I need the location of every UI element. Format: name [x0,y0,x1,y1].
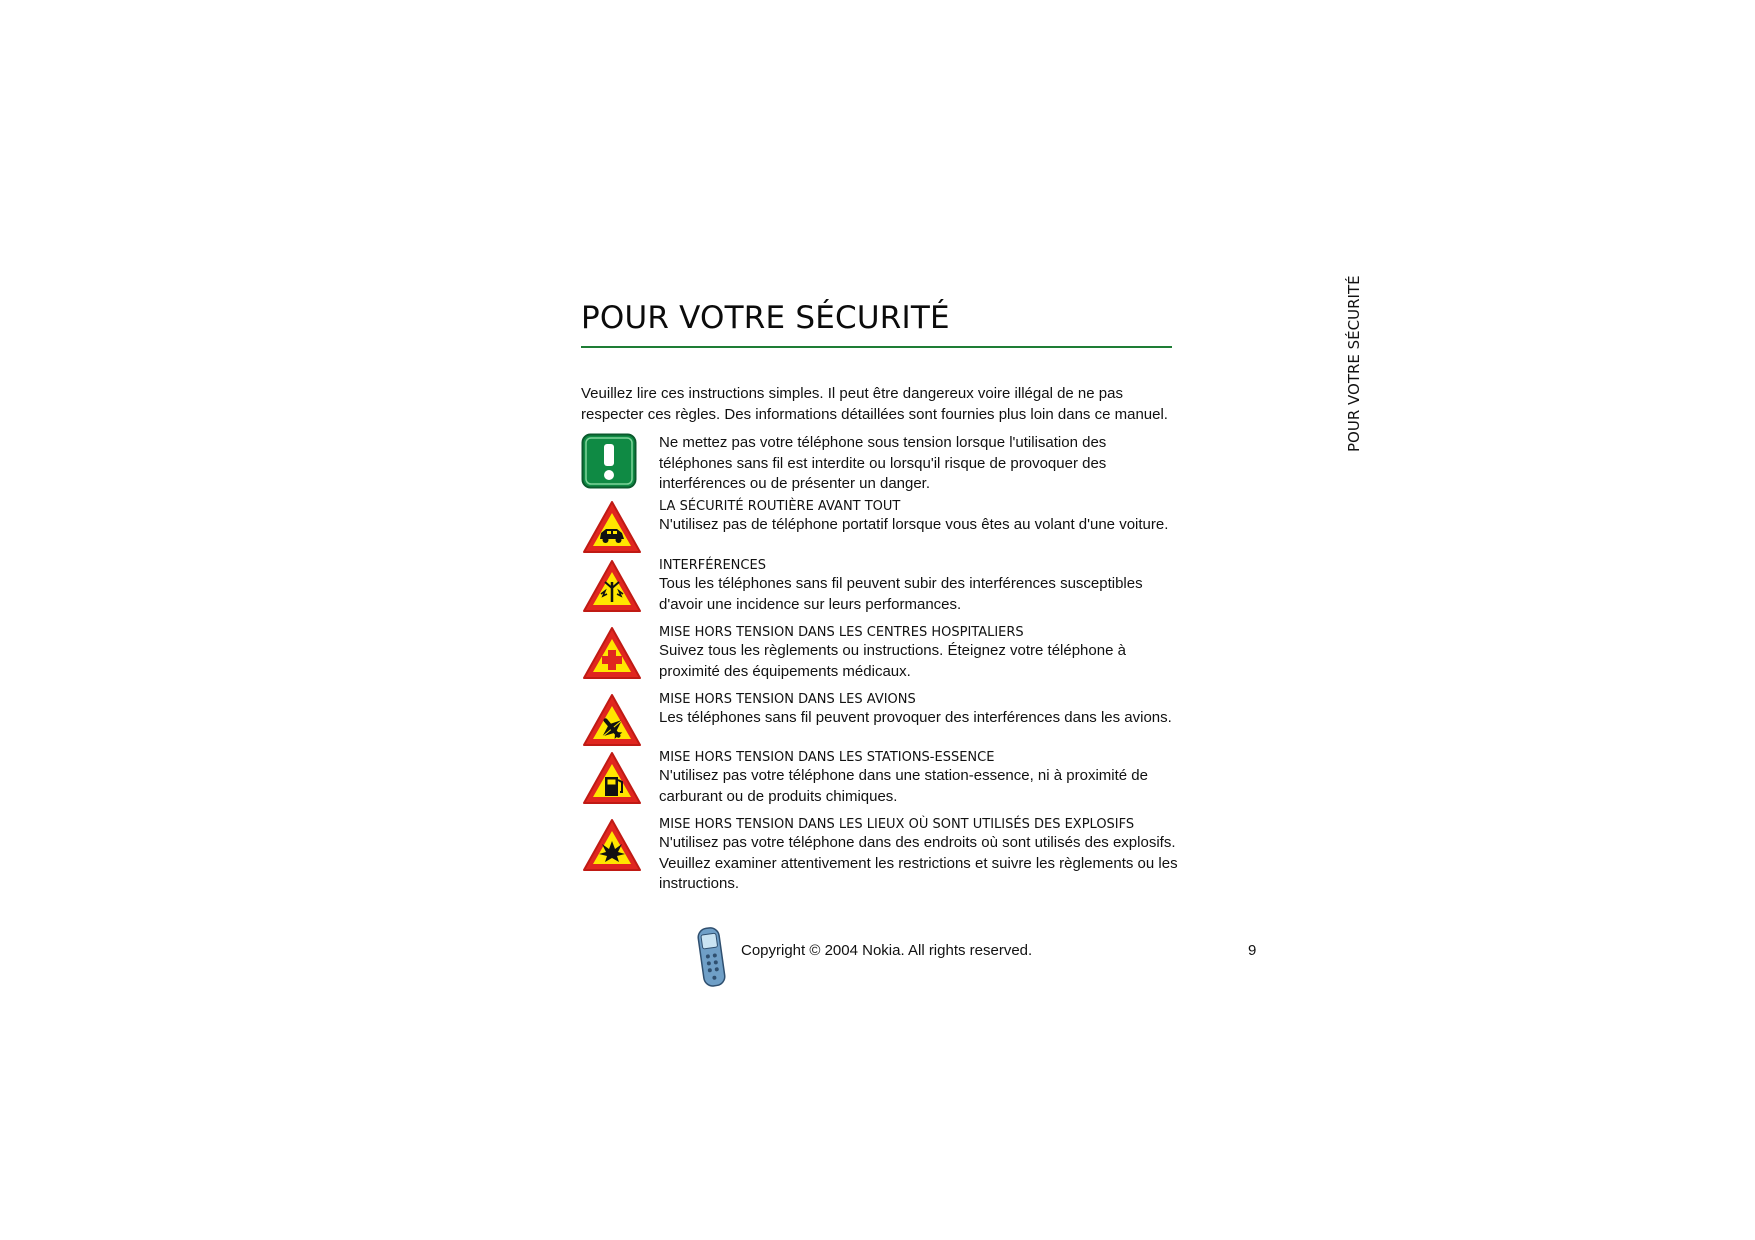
phone-icon [694,925,728,989]
safety-item-heading: MISE HORS TENSION DANS LES LIEUX OÙ SONT UTILISÉS DES EXPLOSIFS [659,817,1135,832]
safety-item-text [659,499,1181,536]
intro-paragraph: Veuillez lire ces instructions simples. Il peut être dangereux voire illégal de ne pas respecter ces règles. Des informations détaillées sont fournies plus loin dans ce manuel. [581,385,1168,423]
safety-item-body: N'utilisez pas votre téléphone dans des endroits où sont utilisés des explosifs. Veuillez examiner attentivement les restrictions et suivre les règlements ou les instructions. [659,834,1178,892]
safety-item-text [659,433,1181,495]
safety-item-text [659,558,1181,615]
safety-item-refuelling [581,750,1181,810]
safety-item-heading: MISE HORS TENSION DANS LES AVIONS [659,692,916,707]
safety-item-aircraft [581,692,1181,752]
title-divider [581,346,1172,348]
hospital-cross-warning-icon [581,625,643,681]
copyright-notice: Copyright © 2004 Nokia. All rights reserved. [741,942,1033,959]
page-title: POUR VOTRE SÉCURITÉ [581,300,950,336]
safety-item-text [659,750,1181,807]
safety-item-road-safety [581,499,1181,559]
exclamation-icon [581,433,643,489]
fuel-pump-warning-icon [581,750,643,806]
page-number: 9 [1248,942,1257,959]
safety-item-text [659,692,1181,729]
airplane-warning-icon [581,692,643,748]
safety-item-switch-on-safely [581,433,1181,493]
safety-item-body: Ne mettez pas votre téléphone sous tension lorsque l'utilisation des téléphones sans fil est interdite ou lorsqu'il risque de provoquer des interférences ou de présenter un danger. [659,434,1107,492]
safety-item-blasting [581,817,1181,892]
safety-item-text [659,625,1181,682]
interference-warning-icon [581,558,643,614]
safety-item-hospital [581,625,1181,685]
safety-item-body: Les téléphones sans fil peuvent provoquer des interférences dans les avions. [659,709,1172,726]
side-section-label: POUR VOTRE SÉCURITÉ [1345,275,1363,452]
safety-item-heading: MISE HORS TENSION DANS LES CENTRES HOSPITALIERS [659,625,1024,640]
safety-item-text [659,817,1181,895]
explosion-warning-icon [581,817,643,873]
car-warning-icon [581,499,643,555]
safety-item-body: N'utilisez pas de téléphone portatif lorsque vous êtes au volant d'une voiture. [659,516,1169,533]
safety-item-heading: INTERFÉRENCES [659,558,766,573]
safety-item-body: Tous les téléphones sans fil peuvent subir des interférences susceptibles d'avoir une incidence sur leurs performances. [659,575,1143,613]
safety-item-body: N'utilisez pas votre téléphone dans une station-essence, ni à proximité de carburant ou de produits chimiques. [659,767,1148,805]
safety-item-heading: MISE HORS TENSION DANS LES STATIONS-ESSENCE [659,750,995,765]
safety-item-heading: LA SÉCURITÉ ROUTIÈRE AVANT TOUT [659,499,901,514]
safety-item-interference [581,558,1181,618]
safety-item-body: Suivez tous les règlements ou instructions. Éteignez votre téléphone à proximité des équipements médicaux. [659,642,1126,680]
